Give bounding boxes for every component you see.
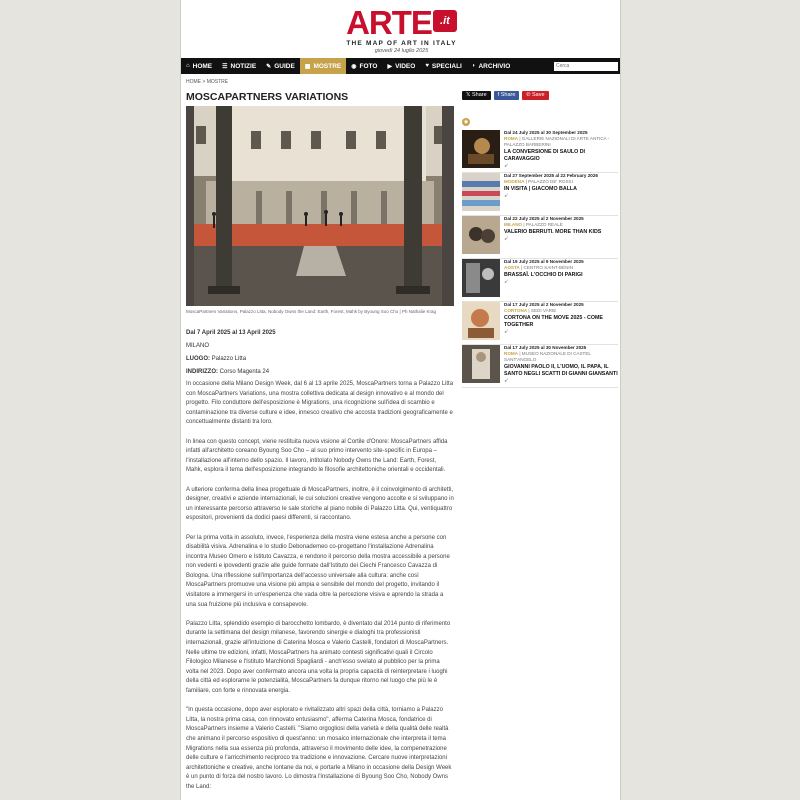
venue-label: LUOGO: xyxy=(186,356,210,362)
event-item-venue: CENTRO SAINT-BÉNIN xyxy=(523,265,574,270)
current-date: giovedì 24 luglio 2025 xyxy=(374,48,429,54)
event-item-location: ROMA | MUSEO NAZIONALE DI CASTEL SANT'ANGELO xyxy=(504,351,591,362)
nav-item-foto[interactable] xyxy=(346,58,382,74)
site-header xyxy=(181,4,621,58)
article-paragraph: Palazzo Litta, splendido esempio di barocchetto lombardo, è diventato dal 2014 punto di riferimento durante la settimana del design milanese, favorendo sinergie e dialoghi tra professionisti internazionali, grazie all'intuizione di Caterina Mosca e Valerio Castelli, fondatori di MoscaPartners. Nelle ultime tre edizioni, infatti, MoscaPartners ha animato contesti significativi quali il Circolo Filologico Milanese e l'Istituto Marchiondi Spagliardi - anch'esso svelato al pubblico per la prima volta nel 2023. Dopo aver confermato ancora una volta la propria capacità di reinterpretare i luoghi della città ed esplorarne le potenzialità, MoscaPartners fa dunque ritorno nel luogo che più le è familiare, con forte e rinnovata energia. xyxy=(186,620,451,694)
more-arrow-icon[interactable]: ➹ xyxy=(504,193,510,199)
event-item-location: MILANO | PALAZZO REALE xyxy=(504,222,563,227)
event-text xyxy=(504,173,620,200)
event-item-city: ROMA xyxy=(504,351,519,356)
event-item-city: ROMA xyxy=(504,136,519,141)
event-item-title[interactable]: CORTONA ON THE MOVE 2025 - COME TOGETHER xyxy=(504,315,603,328)
nav-item-label: MOSTRE xyxy=(313,62,342,70)
nav-item-label: HOME xyxy=(192,62,213,70)
article-paragraph: In linea con questo concept, viene restituita nuova visione al Cortile d'Onore: MoscaPartners affida infatti all'architetto coreano Byoung Soo Cho – al suo primo intervento site-specific in Europa – l'installazione all'interno dello spazio. Il lavoro, intitolato Nobody Owns the Land: Earth, Forest, Mahk, esplora il tema dell'esposizione integrando le filosofie architettoniche orientali e occidentali. xyxy=(186,438,448,474)
nav-item-label: SPECIALI xyxy=(431,62,462,70)
event-thumbnail-image xyxy=(462,216,500,254)
nav-item-mostre[interactable] xyxy=(300,58,346,74)
event-item-title[interactable]: GIOVANNI PAOLO II, L'UOMO, IL PAPA, IL SANTO NEGLI SCATTI DI GIANNI GIANSANTI xyxy=(504,364,618,377)
event-item-venue: GALLERIE NAZIONALI DI ARTE ANTICA - PALAZZO BARBERINI xyxy=(504,136,610,147)
event-item-location: MODENA | PALAZZO DE' ROSSI xyxy=(504,179,573,184)
event-dates: Dal 7 April 2025 al 13 April 2025 xyxy=(186,330,276,336)
event-item[interactable] xyxy=(462,216,618,259)
event-thumbnail-image xyxy=(462,259,500,297)
play-icon: ▶ xyxy=(387,63,393,70)
site-tagline: THE MAP OF ART IN ITALY xyxy=(346,40,457,47)
event-thumbnail-image xyxy=(462,345,500,383)
event-thumbnail[interactable] xyxy=(462,302,500,340)
event-city: MILANO xyxy=(186,343,210,349)
more-arrow-icon[interactable]: ➹ xyxy=(504,163,510,169)
event-venue xyxy=(186,353,454,366)
more-arrow-icon[interactable]: ➹ xyxy=(504,236,510,242)
event-text xyxy=(504,130,620,170)
image-caption: MoscaPartners Variations, Palazzo Litta, Nobody Owns the Land: Earth, Forest, Mahk by Byoung Soo Cho | Ph Nathalie Krag xyxy=(186,309,436,314)
event-text xyxy=(504,345,620,385)
event-item[interactable] xyxy=(462,302,618,345)
event-item-venue: PALAZZO DE' ROSSI xyxy=(528,179,573,184)
article-paragraph: In occasione della Milano Design Week, dal 6 al 13 aprile 2025, MoscaPartners torna a Palazzo Litta con MoscaPartners Variations, una mostra collettiva dedicata al design innovativo e al mondo del progetto. Filo conduttore dell'esposizione è Migrations, una ricognizione sull'idea di scambio e contaminazione tra diverse culture e idee, innesco creativo che accosta tradizioni geograficamente e concettualmente distanti tra loro. xyxy=(186,381,454,426)
share-facebook-label: Share xyxy=(500,92,516,98)
event-item-city: CORTONA xyxy=(504,308,528,313)
event-item-venue: PALAZZO REALE xyxy=(525,222,563,227)
event-text xyxy=(504,259,620,286)
logo-badge: .it xyxy=(433,10,457,32)
archive-icon: ◗ xyxy=(471,63,476,69)
courtyard-photo xyxy=(186,106,454,306)
event-item-city: MODENA xyxy=(504,179,525,184)
nav-item-label: VIDEO xyxy=(395,62,416,70)
event-item[interactable] xyxy=(462,173,618,216)
nav-item-guide[interactable] xyxy=(261,58,300,74)
event-item-city: AOSTA xyxy=(504,265,520,270)
event-address xyxy=(186,366,454,379)
event-item[interactable] xyxy=(462,130,618,173)
event-item-location: CORTONA | SEDI VARIE xyxy=(504,308,557,313)
tools-icon: ✎ xyxy=(266,63,272,70)
event-item[interactable] xyxy=(462,345,618,388)
address-value: Corso Magenta 24 xyxy=(219,369,270,375)
nav-item-home[interactable] xyxy=(181,58,217,74)
camera-icon: ◉ xyxy=(351,63,357,70)
venue-value: Palazzo Litta xyxy=(211,356,247,362)
event-item-dates: Dal 27 September 2025 al 22 February 2026 xyxy=(504,173,598,178)
nav-item-notizie[interactable] xyxy=(217,58,261,74)
event-item-venue: SEDI VARIE xyxy=(530,308,557,313)
nav-item-label: ARCHIVIO xyxy=(478,62,511,70)
page-title: MOSCAPARTNERS VARIATIONS xyxy=(186,91,349,103)
article-body xyxy=(186,380,454,800)
article-paragraph: "In questa occasione, dopo aver esplorato e rivitalizzato altri spazi della città, torniamo a Palazzo Litta, la nostra prima casa, con rinnovato entusiasmo", afferma Caterina Mosca, fondatrice di MoscaPartners insieme a Valerio Castelli. "Siamo orgogliosi della varietà e della qualità delle realtà che animano il percorso espositivo di quest'anno: un mosaico internazionale che interpreta il tema Migrations nella sua essenza più profonda, attraverso il movimento delle idee, la compenetrazione delle culture e l'arricchimento reciproco tra tradizione e innovazione. Cercare nuove interpretazioni architettoniche e creative, anche lontane da noi, e portarle a Milano in occasione della Design Week è un punto di forza del nostro lavoro. Lo dimostra l'installazione di Byoung Soo Cho, Nobody Owns the Land: xyxy=(186,707,452,790)
event-thumbnail[interactable] xyxy=(462,345,500,383)
address-label: INDIRIZZO: xyxy=(186,369,218,375)
event-item-dates: Dal 22 July 2025 al 2 November 2025 xyxy=(504,216,584,221)
share-x-button[interactable]: 𝕏 Share xyxy=(462,91,491,100)
logo-text: ARTE xyxy=(346,4,432,41)
event-text xyxy=(504,216,620,243)
event-details xyxy=(186,327,454,379)
event-item-city: MILANO xyxy=(504,222,523,227)
list-icon: ☰ xyxy=(222,63,228,70)
more-arrow-icon[interactable]: ➹ xyxy=(504,378,510,384)
search-input[interactable] xyxy=(554,62,618,71)
event-item-dates: Dal 17 July 2025 al 30 November 2025 xyxy=(504,345,587,350)
event-thumbnail[interactable] xyxy=(462,173,500,211)
nav-item-label: NOTIZIE xyxy=(230,62,257,70)
event-thumbnail[interactable] xyxy=(462,259,500,297)
nav-item-label: GUIDE xyxy=(274,62,295,70)
event-item-title[interactable]: VALERIO BERRUTI. MORE THAN KIDS xyxy=(504,229,602,235)
event-thumbnail-image xyxy=(462,130,500,168)
breadcrumb[interactable]: HOME > MOSTRE xyxy=(186,79,229,85)
nav-item-speciali[interactable] xyxy=(420,58,467,74)
main-nav xyxy=(181,58,621,74)
more-arrow-icon[interactable]: ➹ xyxy=(504,279,510,285)
article-paragraph: Per la prima volta in assoluto, invece, l'esperienza della mostra viene estesa anche a persone con disabilità visiva. Adrenalina e lo studio Debonademeo co-progettano l'installazione Adrenalina incontra Museo Omero e Istituto Cavazza, e rendono il percorso della mostra accessibile a persone non vedenti e ipovedenti grazie alle guide formate dall'Istituto dei Ciechi Francesco Cavazza di Bologna. Una riflessione sull'importanza dell'accesso universale alla cultura: anche così MoscaPartners promuove una visione più ampia e sensibile del mondo del progetto, invitando il visitatore a immergersi in un'esperienza che vada oltre la percezione visiva e aprendo la strada a una sua fruizione più inclusiva e consapevole. xyxy=(186,534,450,608)
event-item-venue: MUSEO NAZIONALE DI CASTEL SANT'ANGELO xyxy=(504,351,591,362)
page-container xyxy=(180,0,621,800)
article-paragraph: A ulteriore conferma della linea progettuale di MoscaPartners, inoltre, è il coinvolgimento di architetti, designer, creativi e aziende internazionali, le cui soluzioni creative vengono accolte e si sviluppano in un interessante percorso attraverso le sale storiche al piano nobile di Palazzo Litta. Qui, ventiquattro espositori, provenienti da dodici paesi differenti, si raccontano. xyxy=(186,486,454,522)
nav-item-label: FOTO xyxy=(359,62,378,70)
event-item-title[interactable]: IN VISITA | GIACOMO BALLA xyxy=(504,186,577,192)
event-item[interactable] xyxy=(462,259,618,302)
share-facebook-button[interactable]: f Share xyxy=(494,91,520,100)
share-pinterest-label: Save xyxy=(532,92,545,98)
event-thumbnail-image xyxy=(462,173,500,211)
event-thumbnail[interactable] xyxy=(462,216,500,254)
grid-icon: ▦ xyxy=(304,63,311,70)
nav-item-video[interactable] xyxy=(382,58,420,74)
event-text xyxy=(504,302,620,336)
share-pinterest-button[interactable]: ℗ Save xyxy=(522,91,548,100)
share-bar xyxy=(462,91,549,100)
related-events xyxy=(462,130,618,388)
heart-icon: ♥ xyxy=(425,63,429,69)
rss-icon[interactable]: ◉ xyxy=(463,119,469,125)
event-item-dates: Dal 19 July 2025 al 9 November 2025 xyxy=(504,259,584,264)
event-thumbnail-image xyxy=(462,302,500,340)
event-item-location: ROMA | GALLERIE NAZIONALI DI ARTE ANTICA - PALAZZO BARBERINI xyxy=(504,136,610,147)
nav-item-archivio[interactable] xyxy=(467,58,515,74)
event-item-title[interactable]: LA CONVERSIONE DI SAULO DI CARAVAGGIO xyxy=(504,149,586,162)
event-item-title[interactable]: BRASSAÏ. L'OCCHIO DI PARIGI xyxy=(504,272,583,278)
event-thumbnail[interactable] xyxy=(462,130,500,168)
share-x-label: Share xyxy=(471,92,487,98)
hero-image xyxy=(186,106,454,306)
site-logo[interactable] xyxy=(346,4,457,41)
event-item-dates: Dal 17 July 2025 al 2 November 2025 xyxy=(504,302,584,307)
home-icon: ⌂ xyxy=(186,63,190,69)
more-arrow-icon[interactable]: ➹ xyxy=(504,329,510,335)
event-item-dates: Dal 24 July 2025 al 30 September 2025 xyxy=(504,130,588,135)
event-item-location: AOSTA | CENTRO SAINT-BÉNIN xyxy=(504,265,574,270)
